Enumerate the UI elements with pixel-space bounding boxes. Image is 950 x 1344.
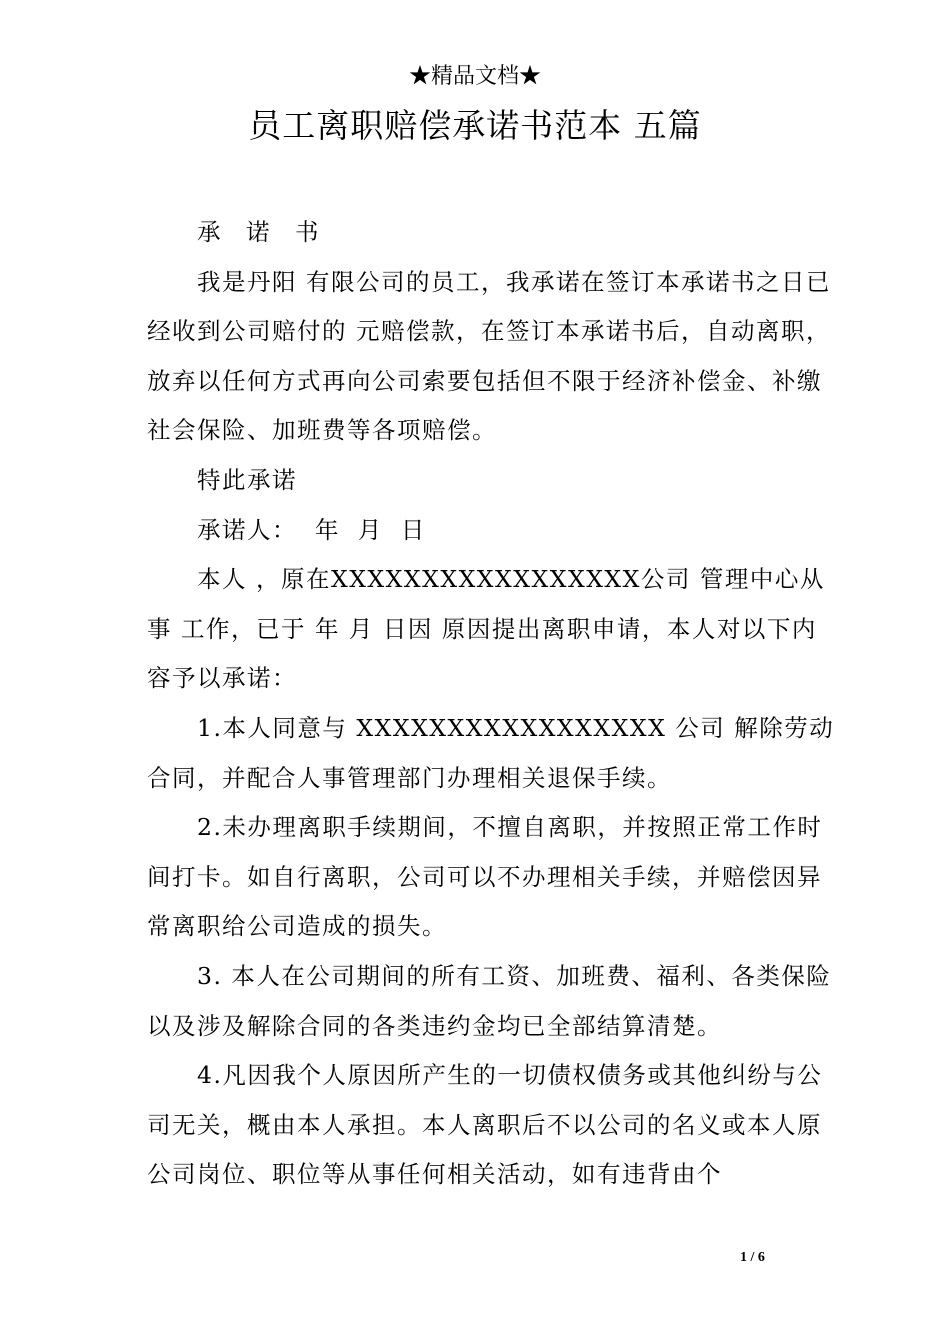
page-number: 1 / 6 — [740, 1250, 765, 1265]
list-item: 4.凡因我个人原因所产生的一切债权债务或其他纠纷与公司无关，概由本人承担。本人离职后不以公司的名义或本人原公司岗位、职位等从事任何相关活动，如有违背由个 — [147, 1061, 823, 1189]
paragraph: 特此承诺 — [197, 465, 297, 494]
section-heading: 承 诺 书 — [197, 218, 328, 246]
list-item: 3. 本人在公司期间的所有工资、加班费、福利、各类保险以及涉及解除合同的各类违约金均已全部结算清楚。 — [147, 961, 832, 1040]
document-title: 员工离职赔偿承诺书范本 五篇 — [248, 106, 702, 145]
signature-line: 承诺人： 年 月 日 — [197, 515, 426, 544]
paragraph: 本人 ，原在XXXXXXXXXXXXXXXXX公司 管理中心从事 工作，已于 年 月 日因 原因提出离职申请，本人对以下内容予以承诺： — [147, 565, 825, 693]
paragraph: 我是丹阳 有限公司的员工，我承诺在签订本承诺书之日已经收到公司赔付的 元赔偿款，在签订本承诺书后，自动离职，放弃以任何方式再向公司索要包括但不限于经济补偿金、补缴社会保险、加班费等各项赔偿。 — [147, 267, 831, 445]
list-item: 2.未办理离职手续期间，不擅自离职，并按照正常工作时间打卡。如自行离职，公司可以不办理相关手续，并赔偿因异常离职给公司造成的损失。 — [147, 813, 823, 941]
header-badge: ★精品文档★ — [408, 64, 541, 89]
list-item: 1.本人同意与 XXXXXXXXXXXXXXXXX 公司 解除劳动合同，并配合人事管理部门办理相关退保手续。 — [147, 713, 835, 792]
document-body — [147, 208, 837, 1200]
